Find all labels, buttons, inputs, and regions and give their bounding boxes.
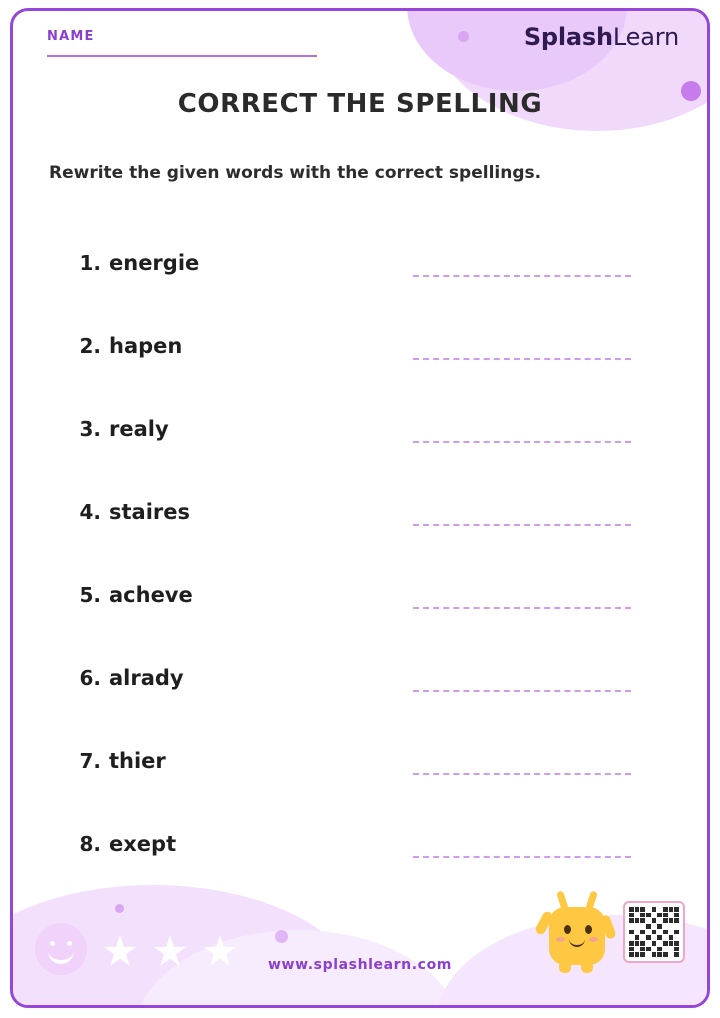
splashlearn-logo <box>524 23 679 51</box>
question-word: staires <box>109 500 191 524</box>
mascot-leg-right <box>581 961 593 973</box>
mascot-cheek-left <box>556 937 565 942</box>
decorative-dot-small <box>458 31 469 42</box>
mascot-eye-left <box>564 925 571 934</box>
name-label: NAME <box>47 29 95 44</box>
answer-line[interactable] <box>413 607 631 609</box>
list-item <box>13 488 707 571</box>
mascot-leg-left <box>559 961 571 973</box>
mascot-body <box>549 907 605 965</box>
question-number: 1. <box>79 251 101 275</box>
list-item <box>13 737 707 820</box>
list-item <box>13 405 707 488</box>
question-word: thier <box>109 749 166 773</box>
worksheet-frame <box>10 8 710 1008</box>
question-word: realy <box>109 417 169 441</box>
question-word: exept <box>109 832 177 856</box>
page-title: CORRECT THE SPELLING <box>177 89 543 119</box>
name-writing-line[interactable] <box>47 55 317 57</box>
footer-website-url[interactable]: www.splashlearn.com <box>268 957 452 973</box>
question-word: alrady <box>109 666 184 690</box>
decorative-dot-bottom-medium <box>275 930 288 943</box>
list-item <box>13 239 707 322</box>
answer-line[interactable] <box>413 524 631 526</box>
list-item <box>13 654 707 737</box>
list-item <box>13 571 707 654</box>
question-list <box>13 239 707 903</box>
question-word: acheve <box>109 583 193 607</box>
logo-text-splash: Splash <box>523 23 613 51</box>
mascot-eye-right <box>585 925 592 934</box>
answer-line[interactable] <box>413 275 631 277</box>
question-word: energie <box>109 251 200 275</box>
question-number: 2. <box>79 334 101 358</box>
qr-code-pattern <box>629 907 679 957</box>
question-number: 5. <box>79 583 101 607</box>
mascot-cheek-right <box>589 937 598 942</box>
list-item <box>13 322 707 405</box>
name-field[interactable] <box>47 29 317 57</box>
smiley-eye-left <box>50 941 55 946</box>
question-number: 3. <box>79 417 101 441</box>
answer-line[interactable] <box>413 690 631 692</box>
decorative-dot-bottom-small <box>115 904 124 913</box>
question-number: 6. <box>79 666 101 690</box>
answer-line[interactable] <box>413 441 631 443</box>
question-number: 4. <box>79 500 101 524</box>
answer-line[interactable] <box>413 856 631 858</box>
mascot-character-icon <box>533 885 619 977</box>
answer-line[interactable] <box>413 773 631 775</box>
smiley-eye-right <box>67 941 72 946</box>
instructions-text: Rewrite the given words with the correct spellings. <box>49 163 542 183</box>
qr-code-icon[interactable] <box>623 901 685 963</box>
answer-line[interactable] <box>413 358 631 360</box>
question-word: hapen <box>109 334 183 358</box>
question-number: 7. <box>79 749 101 773</box>
question-number: 8. <box>79 832 101 856</box>
logo-text-learn: Learn <box>612 23 679 51</box>
